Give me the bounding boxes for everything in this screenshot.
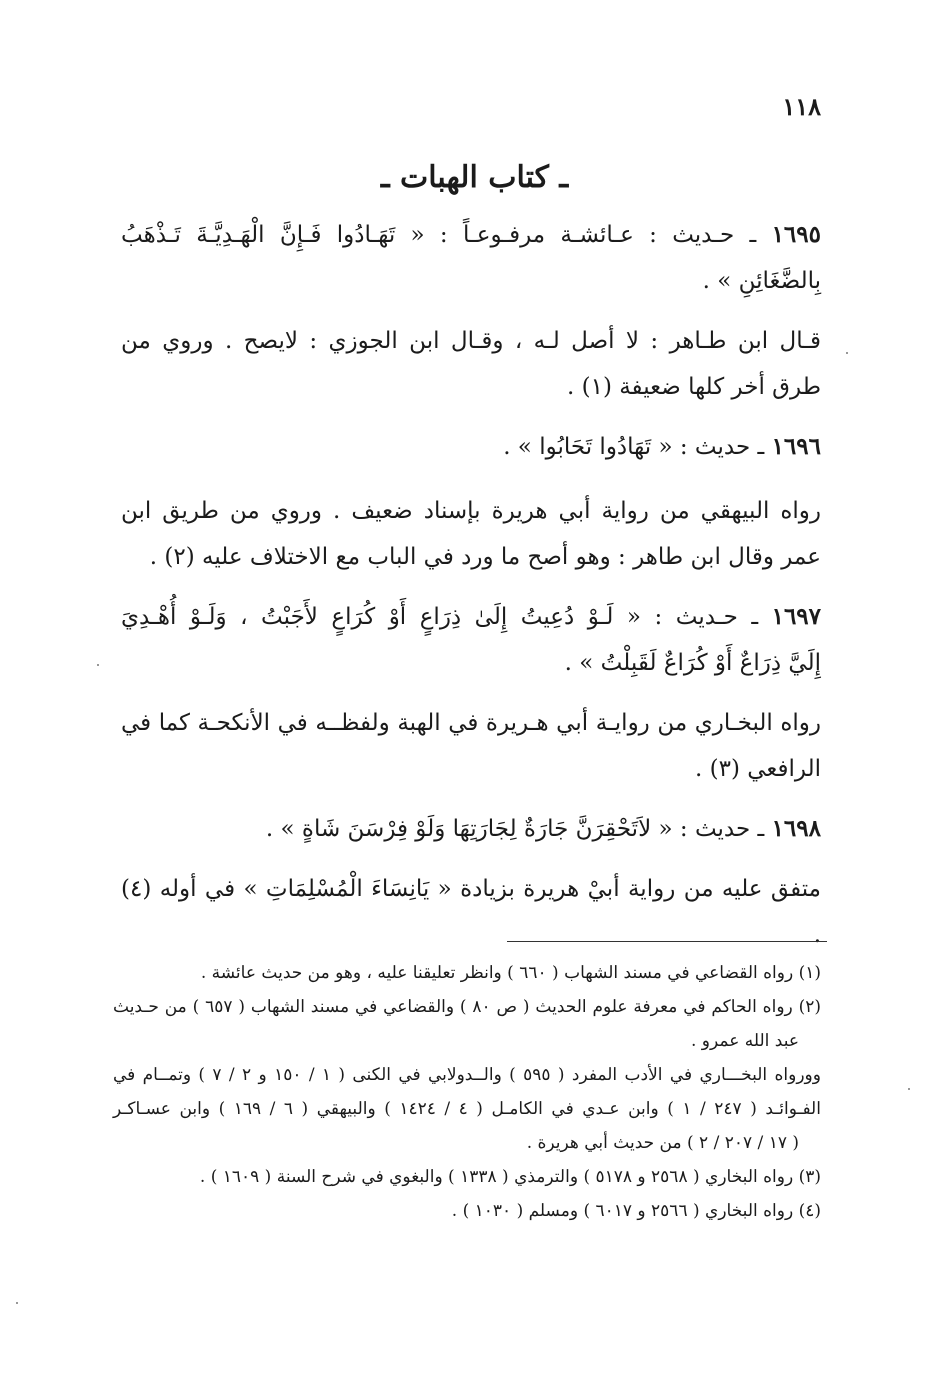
commentary-1697 — [121, 700, 821, 792]
scan-speck — [846, 352, 848, 354]
commentary-1695 — [121, 318, 821, 410]
hadith-entry-1695 — [121, 212, 821, 304]
commentary-line: متفق عليه من رواية أبيْ هريرة بزيادة « يَانِسَاءَ الْمُسْلِمَاتِ » في أوله (٤) . — [121, 876, 821, 948]
footnote-line: (٣) رواه البخاري ( ٢٥٦٨ و ٥١٧٨ ) والترمذي ( ١٣٣٨ ) والبغوي في شرح السنة ( ١٦٠٩ ) . — [199, 1167, 821, 1187]
page-number: ١١٨ — [782, 92, 821, 121]
hadith-number: ١٦٩٥ — [771, 221, 821, 248]
scan-speck — [97, 664, 99, 666]
footnote-2 — [113, 990, 821, 1160]
chapter-title: ـ كتاب الهبات ـ — [380, 160, 569, 195]
entry-line — [121, 424, 821, 470]
footnote-line: ( ١٧ / ٢٠٧ / ٢ ) من حديث أبي هريرة . — [526, 1133, 799, 1153]
entry-text: ـ حـديث : « لَـوْ دُعِيتُ إِلَىٰ ذِرَاعٍ أَوْ كُرَاعٍ لأَجَبْتُ ، وَلَـوْ أُهْـدِيَ — [121, 604, 759, 630]
commentary-line: رواه البخـاري من روايـة أبي هـريرة في الهبة ولفظــه في الأنكحـة كما في — [121, 710, 821, 736]
entry-text: ـ حـديث : عـائشـة مرفـوعـاً : « تَهَـادُوا فَـإِنَّ الْهَـدِيَّـةَ تَـذْهَبُ — [121, 222, 757, 248]
footnote-line: (٤) رواه البخاري ( ٢٥٦٦ و ٦٠١٧ ) ومسلم ( ١٠٣٠ ) . — [451, 1201, 821, 1221]
footnote-4 — [113, 1194, 821, 1228]
entry-line — [121, 806, 821, 852]
entry-text: ـ حديث : « لاَتَحْقِرَنَّ جَارَةٌ لِجَارَتِهَا وَلَوْ فِرْسَنَ شَاةٍ » . — [265, 816, 765, 842]
commentary-line: عمر وقال ابن طاهر : وهو أصح ما ورد في الباب مع الاختلاف عليه (٢) . — [149, 544, 821, 570]
entry-line: إِلَيَّ ذِرَاعٌ أَوْ كُرَاعٌ لَقَبِلْتُ » . — [564, 650, 821, 676]
hadith-entry-1698 — [121, 806, 821, 852]
commentary-line: طرق أخر كلها ضعيفة (١) . — [566, 374, 821, 400]
footnote-line: وورواه البخـــاري في الأدب المفرد ( ٥٩٥ ) والــدولابي في الكنى ( ١ / ١٥٠ و ٢ / ٧ ) وتمــام في — [113, 1065, 821, 1085]
commentary-line: الرافعي (٣) . — [695, 756, 821, 782]
commentary-line: قـال ابن طـاهر : لا أصل لـه ، وقـال ابن الجوزي : لايصح . وروي من — [121, 328, 822, 354]
footnote-line: عبد الله عمرو . — [690, 1031, 799, 1051]
entry-line — [121, 212, 821, 258]
footnote-line: (٢) رواه الحاكم في معرفة علوم الحديث ( ص ٨٠ ) والقضاعي في مسند الشهاب ( ٦٥٧ ) من حـديث — [113, 997, 821, 1017]
footnote-3 — [113, 1160, 821, 1194]
hadith-number: ١٦٩٧ — [771, 603, 822, 630]
entry-line: بِالضَّغَائِنِ » . — [702, 268, 821, 294]
entry-line — [121, 594, 821, 640]
commentary-line: رواه البيهقي من رواية أبي هريرة بإسناد ضعيف . وروي من طريق ابن — [121, 498, 821, 524]
commentary-1696 — [121, 488, 821, 580]
footnote-line: (١) رواه القضاعي في مسند الشهاب ( ٦٦٠ ) وانظر تعليقنا عليه ، وهو من حديث عائشة . — [200, 963, 821, 983]
scan-speck — [908, 1088, 910, 1090]
footnotes — [113, 956, 821, 1228]
commentary-1698 — [121, 866, 821, 958]
footnote-separator — [507, 941, 827, 942]
hadith-entry-1696 — [121, 424, 821, 470]
hadith-number: ١٦٩٨ — [771, 815, 821, 842]
hadith-entry-1697 — [121, 594, 821, 686]
footnote-1 — [113, 956, 821, 990]
footnote-line: الفـوائـد ( ٢٤٧ / ١ ) وابن عـدي في الكامـل ( ٤ / ١٤٢٤ ) والبيهقي ( ٦ / ١٦٩ ) وابن عسـاكـر — [113, 1099, 821, 1119]
entry-text: ـ حديث : « تَهَادُوا تَحَابُوا » . — [503, 434, 765, 460]
hadith-number: ١٦٩٦ — [771, 433, 821, 460]
scan-speck — [16, 1302, 18, 1304]
